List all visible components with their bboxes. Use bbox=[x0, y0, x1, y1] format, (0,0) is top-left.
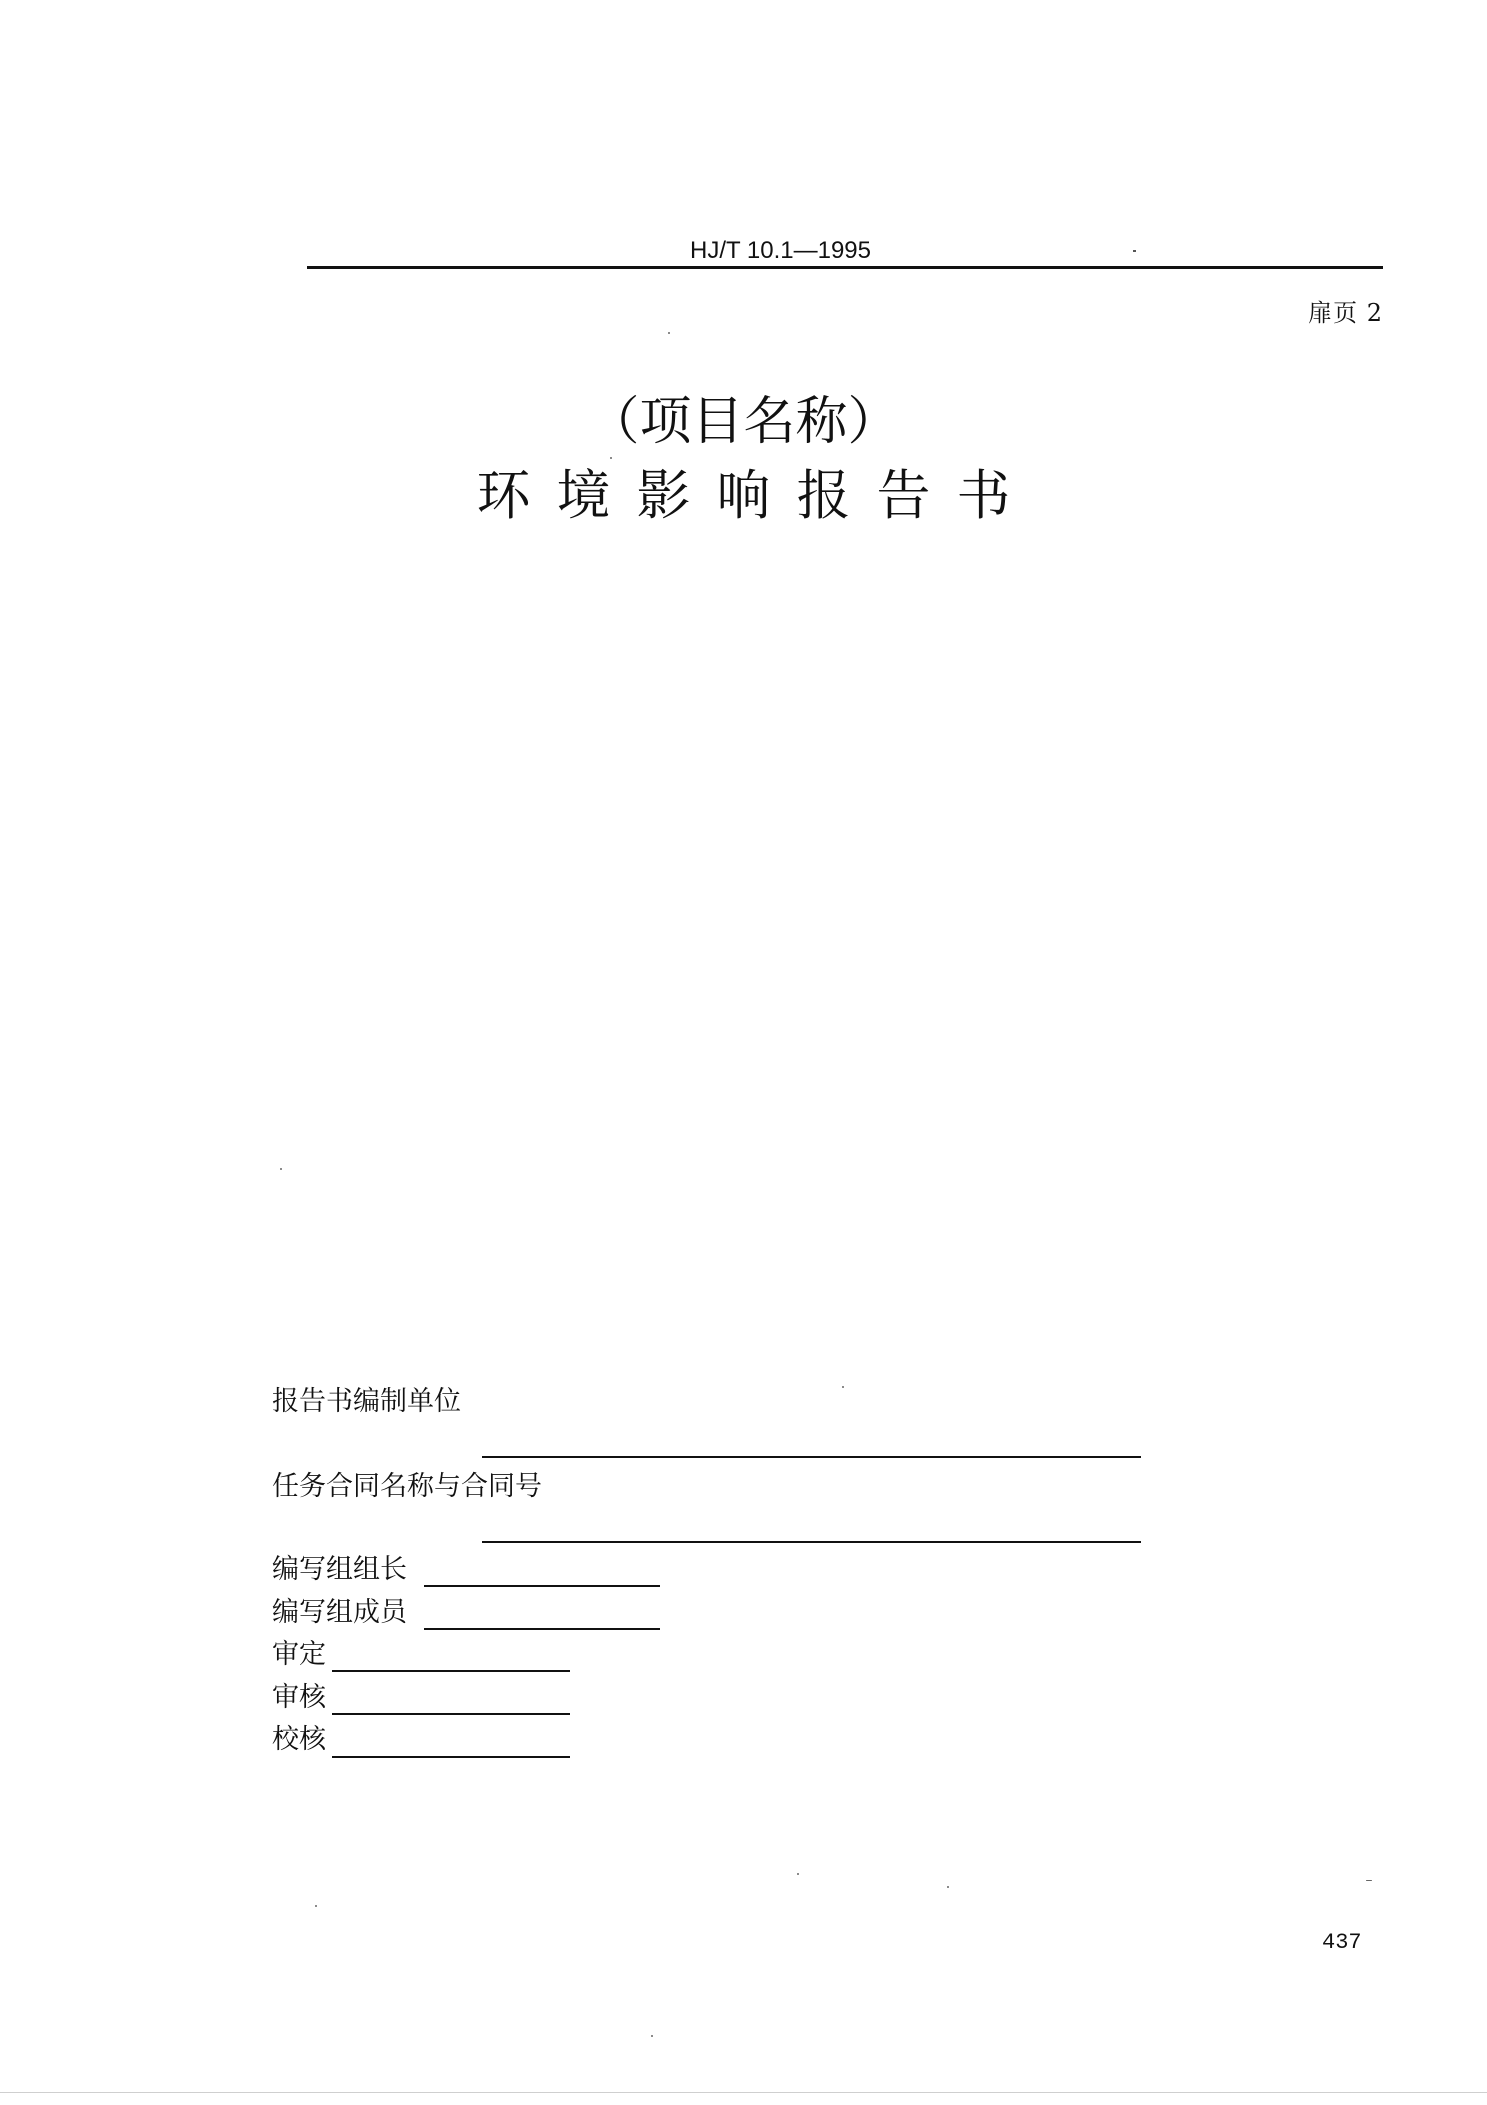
scan-speck bbox=[797, 1873, 799, 1875]
scan-speck bbox=[315, 1905, 317, 1907]
field-label-contract: 任务合同名称与合同号 bbox=[272, 1471, 542, 1502]
field-line-compiling-unit bbox=[482, 1456, 1141, 1458]
scan-speck bbox=[668, 332, 670, 334]
field-label-proofread: 校核 bbox=[272, 1724, 326, 1755]
scan-speck bbox=[1366, 1880, 1372, 1881]
scan-speck bbox=[842, 1386, 844, 1388]
field-line-approval bbox=[332, 1670, 570, 1672]
project-name-title: （项目名称） bbox=[587, 392, 900, 452]
standard-code: HJ/T 10.1—1995 bbox=[690, 237, 871, 264]
header-rule bbox=[307, 266, 1383, 269]
field-line-review bbox=[332, 1713, 570, 1715]
report-title: 环境影响报告书 bbox=[476, 464, 1037, 527]
scan-bottom-edge bbox=[0, 2092, 1487, 2093]
field-label-approval: 审定 bbox=[272, 1639, 326, 1670]
field-label-compiling-unit: 报告书编制单位 bbox=[272, 1386, 461, 1417]
scan-speck bbox=[1133, 250, 1136, 252]
page-label: 扉页 2 bbox=[1308, 299, 1383, 327]
scan-speck bbox=[947, 1886, 949, 1888]
field-label-group-leader: 编写组组长 bbox=[272, 1554, 407, 1585]
field-label-review: 审核 bbox=[272, 1682, 326, 1713]
page-number: 437 bbox=[1322, 1930, 1362, 1955]
scan-speck bbox=[280, 1168, 282, 1170]
field-line-proofread bbox=[332, 1756, 570, 1758]
field-line-group-members bbox=[424, 1628, 660, 1630]
field-label-group-members: 编写组成员 bbox=[272, 1597, 407, 1628]
scan-speck bbox=[610, 457, 612, 459]
field-line-group-leader bbox=[424, 1585, 660, 1587]
field-line-contract bbox=[482, 1541, 1141, 1543]
scan-speck bbox=[651, 2035, 653, 2037]
